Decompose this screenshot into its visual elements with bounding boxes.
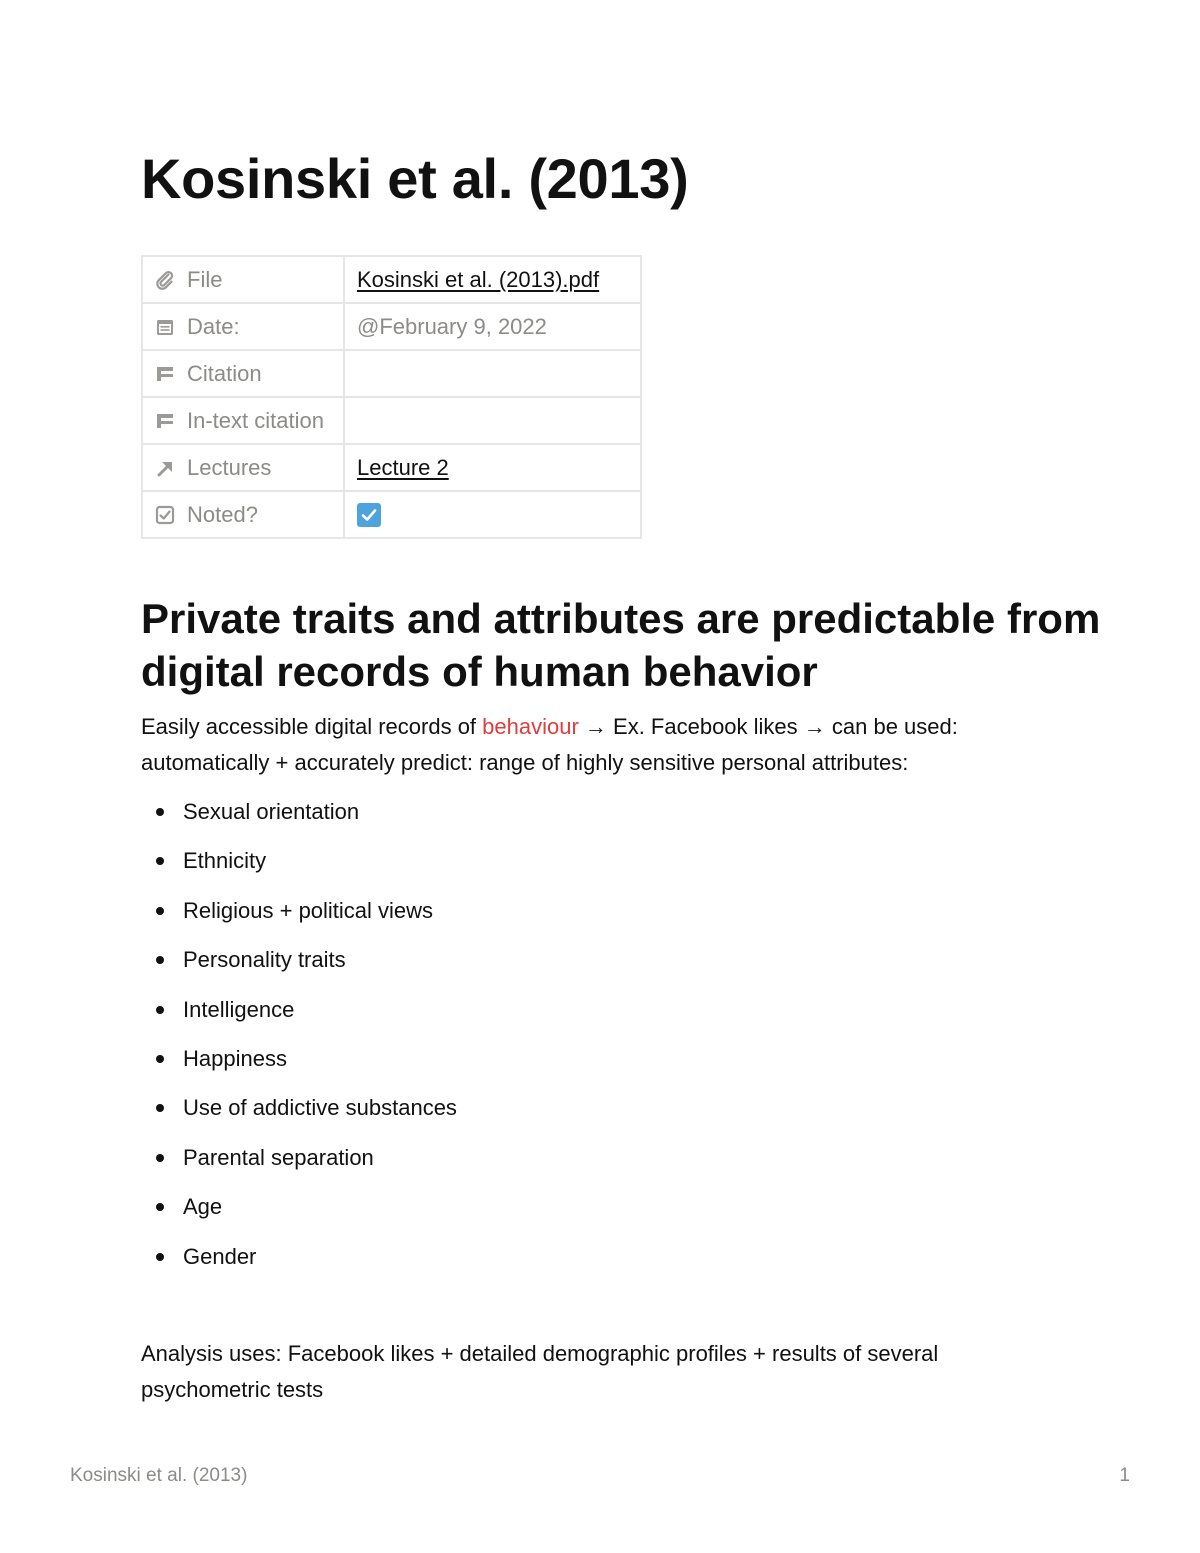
list-item: Religious + political views <box>141 891 457 940</box>
bullet-icon <box>156 907 164 915</box>
property-row-date <box>142 303 641 350</box>
bullet-icon <box>156 1154 164 1162</box>
highlighted-word: behaviour <box>482 714 579 739</box>
lecture-link[interactable]: Lecture 2 <box>357 454 449 480</box>
bullet-icon <box>156 1006 164 1014</box>
file-link[interactable]: Kosinski et al. (2013).pdf <box>357 266 600 292</box>
list-item: Gender <box>141 1237 457 1286</box>
text-icon <box>155 364 175 384</box>
property-name: Lectures <box>142 444 344 491</box>
property-name: File <box>142 256 344 303</box>
text-icon <box>155 411 175 431</box>
property-row-file <box>142 256 641 303</box>
property-value <box>344 303 641 350</box>
properties-table <box>141 255 642 539</box>
footer-title: Kosinski et al. (2013) <box>70 1465 248 1486</box>
bullet-icon <box>156 808 164 816</box>
date-value[interactable]: @February 9, 2022 <box>357 313 547 339</box>
bullet-icon <box>156 1104 164 1112</box>
calendar-icon <box>155 317 175 337</box>
property-value <box>344 444 641 491</box>
list-item: Parental separation <box>141 1138 457 1187</box>
bullet-icon <box>156 1253 164 1261</box>
citation-value[interactable] <box>344 350 641 397</box>
property-name: Noted? <box>142 491 344 538</box>
property-row-noted <box>142 491 641 538</box>
page-title: Kosinski et al. (2013) <box>141 147 689 210</box>
attributes-list <box>141 792 457 1286</box>
noted-checkbox[interactable] <box>357 503 381 527</box>
property-name: Date: <box>142 303 344 350</box>
page-number: 1 <box>1119 1465 1130 1486</box>
property-row-lectures <box>142 444 641 491</box>
list-item: Use of addictive substances <box>141 1088 457 1137</box>
property-row-in-text-citation <box>142 397 641 444</box>
list-item: Happiness <box>141 1039 457 1088</box>
intro-paragraph: Easily accessible digital records of behaviour → Ex. Facebook likes → can be used: automatically + accurately predict: range of highly sensitive personal attributes: <box>141 714 958 775</box>
list-item: Personality traits <box>141 940 457 989</box>
list-item: Intelligence <box>141 990 457 1039</box>
property-name: In-text citation <box>142 397 344 444</box>
analysis-paragraph: Analysis uses: Facebook likes + detailed demographic profiles + results of several psychometric tests <box>141 1341 939 1402</box>
list-item: Ethnicity <box>141 841 457 890</box>
bullet-icon <box>156 956 164 964</box>
property-row-citation <box>142 350 641 397</box>
section-heading: Private traits and attributes are predictable from digital records of human behavior <box>141 595 1101 695</box>
property-name: Citation <box>142 350 344 397</box>
arrow-up-right-icon <box>155 458 175 478</box>
bullet-icon <box>156 857 164 865</box>
paperclip-icon <box>155 270 175 290</box>
checkbox-icon <box>155 505 175 525</box>
bullet-icon <box>156 1055 164 1063</box>
list-item: Sexual orientation <box>141 792 457 841</box>
property-value <box>344 491 641 538</box>
in-text-citation-value[interactable] <box>344 397 641 444</box>
list-item: Age <box>141 1187 457 1236</box>
property-value <box>344 256 641 303</box>
bullet-icon <box>156 1203 164 1211</box>
